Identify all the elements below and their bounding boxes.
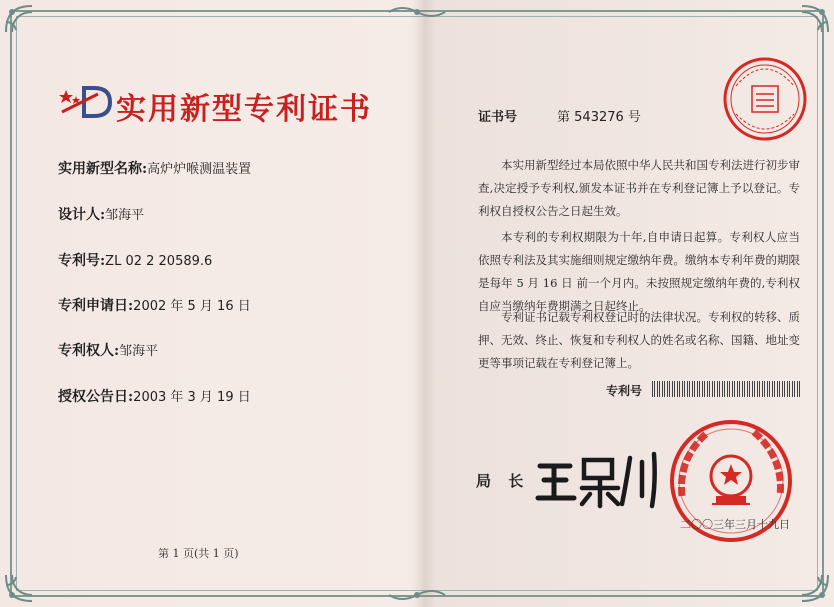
certificate-title: 实用新型专利证书 bbox=[116, 92, 372, 127]
field-label: 设计人: bbox=[58, 207, 106, 223]
corner-ornament-icon bbox=[798, 2, 832, 36]
field-designer bbox=[58, 204, 144, 224]
grant-statement-paragraph: 本实用新型经过本局依照中华人民共和国专利法进行初步审查,决定授予专利权,颁发本证书并在专利登记簿上予以登记。专利权自授权公告之日起生效。 bbox=[478, 158, 800, 218]
issue-date: 二〇〇三年三月十九日 bbox=[680, 518, 790, 531]
field-utility-model-name bbox=[58, 158, 251, 178]
field-label: 专利申请日: bbox=[58, 298, 134, 314]
field-label: 授权公告日: bbox=[58, 389, 134, 405]
corner-ornament-icon bbox=[798, 571, 832, 605]
field-label: 专利号: bbox=[58, 253, 106, 269]
director-label: 局 长 bbox=[476, 472, 530, 490]
center-ornament-icon bbox=[387, 587, 447, 603]
certificate-number-line bbox=[478, 106, 641, 125]
center-fold bbox=[414, 0, 436, 607]
legal-status-paragraph: 专利证书记载专利权登记时的法律状况。专利权的转移、质押、无效、终止、恢复和专利权人的姓名或名称、国籍、地址变更等事项记载在专利登记簿上。 bbox=[478, 310, 800, 370]
page-number: 第 1 页(共 1 页) bbox=[158, 547, 239, 560]
field-value: 2002 年 5 月 16 日 bbox=[133, 299, 251, 314]
field-application-date bbox=[58, 295, 251, 315]
field-label: 实用新型名称: bbox=[58, 161, 148, 177]
field-value: ZL 02 2 20589.6 bbox=[105, 254, 213, 269]
field-value: 邹海平 bbox=[119, 344, 159, 359]
director-signature-icon bbox=[532, 448, 662, 510]
barcode-icon bbox=[652, 381, 802, 397]
patent-number-barcode-line bbox=[606, 382, 642, 399]
field-value: 高炉炉喉测温装置 bbox=[147, 162, 252, 177]
field-label: 专利权人: bbox=[58, 343, 120, 359]
corner-ornament-icon bbox=[2, 571, 36, 605]
field-patent-number bbox=[58, 250, 212, 270]
field-grant-announcement-date bbox=[58, 386, 251, 406]
field-value: 2003 年 3 月 19 日 bbox=[133, 390, 251, 405]
patent-office-logo-icon bbox=[58, 82, 116, 122]
certificate-number: 第 543276 号 bbox=[557, 110, 641, 125]
stamp-duty-seal-icon bbox=[722, 56, 808, 142]
corner-ornament-icon bbox=[2, 2, 36, 36]
patent-number-label: 专利号 bbox=[606, 384, 643, 398]
field-patentee bbox=[58, 340, 158, 360]
center-ornament-icon bbox=[387, 4, 447, 20]
field-value: 邹海平 bbox=[105, 208, 145, 223]
certificate-number-label: 证书号 bbox=[478, 110, 518, 125]
term-and-fees-paragraph: 本专利的专利权期限为十年,自申请日起算。专利权人应当依照专利法及其实施细则规定缴纳年费。缴纳本专利年费的期限是每年 5 月 16 日 前一个月内。未按照规定缴纳年费的,专利权自应当缴纳年费期满之日起终止。 bbox=[478, 230, 800, 313]
